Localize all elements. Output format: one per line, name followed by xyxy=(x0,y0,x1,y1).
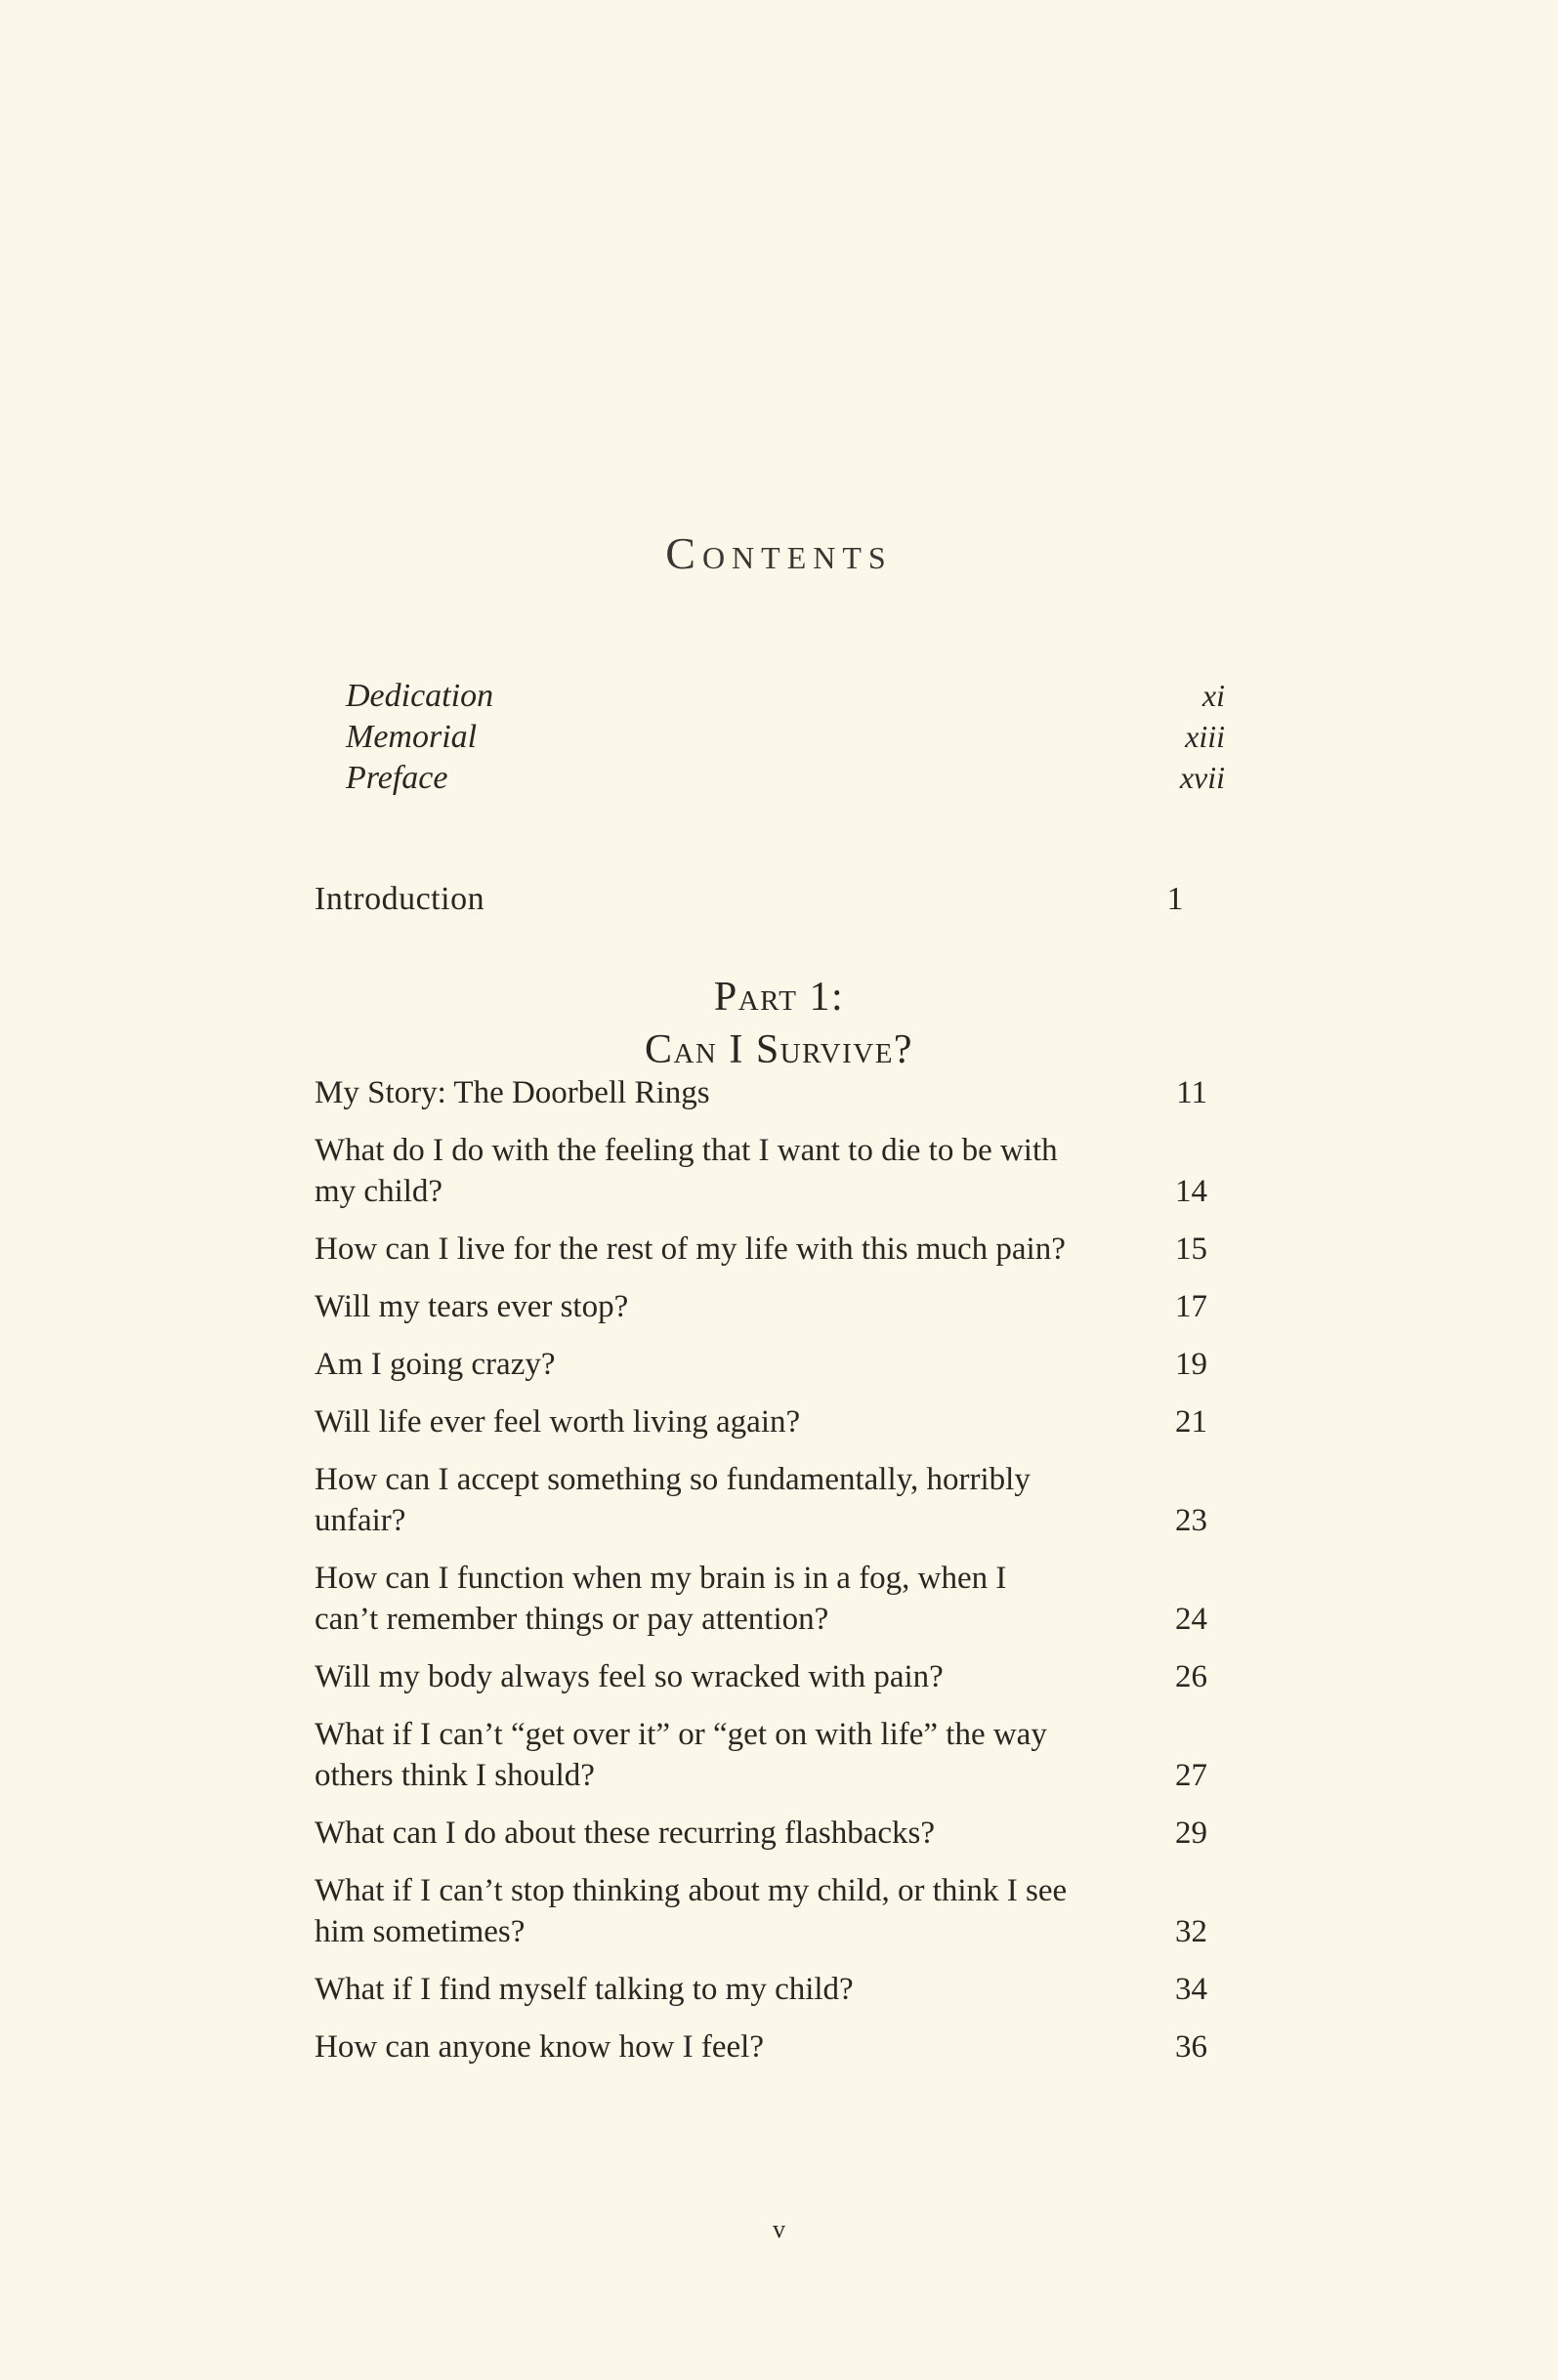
toc-entry-page: 11 xyxy=(1176,1075,1207,1110)
toc-entry-title: Am I going crazy? xyxy=(315,1347,556,1382)
page-title: Contents xyxy=(665,528,893,578)
toc-entry xyxy=(315,1813,1207,1854)
toc-entry xyxy=(315,1072,1207,1113)
toc-entry-label: Dedication xyxy=(346,678,494,714)
toc-entry-label: Memorial xyxy=(346,719,478,755)
toc-entry xyxy=(315,1130,1207,1212)
toc-entry-page: 21 xyxy=(1175,1404,1207,1440)
toc-entry-page: 19 xyxy=(1175,1347,1207,1382)
toc-entry-title: What do I do with the feeling that I want to die to be with my child? xyxy=(315,1133,1058,1209)
toc-entry-label: Introduction xyxy=(315,881,485,917)
toc-entry xyxy=(315,1714,1207,1796)
part-number: Part 1: xyxy=(713,975,845,1020)
toc-entry xyxy=(315,1558,1207,1640)
toc-entry-dedication xyxy=(346,678,1229,719)
toc-entry-page: 1 xyxy=(1166,881,1184,917)
toc-entry-title: How can I live for the rest of my life with this much pain? xyxy=(315,1232,1066,1267)
toc-entry-page: 24 xyxy=(1175,1602,1207,1637)
toc-entry-page: 23 xyxy=(1175,1503,1207,1538)
toc-entry-title: Will my tears ever stop? xyxy=(315,1289,629,1324)
toc-entry-page: xvii xyxy=(1179,760,1225,795)
toc-entry xyxy=(315,2026,1207,2067)
toc-entry-preface xyxy=(346,760,1229,801)
toc-entry-introduction xyxy=(315,881,1184,918)
toc-entry-label: Preface xyxy=(346,760,448,796)
toc-entry xyxy=(315,1870,1207,1952)
toc-entry-page: 36 xyxy=(1175,2029,1207,2065)
toc-entry-title: What if I can’t stop thinking about my child, or think I see him sometimes? xyxy=(315,1873,1068,1949)
toc-entry-title: Will life ever feel worth living again? xyxy=(315,1404,801,1440)
toc-entry-page: xi xyxy=(1201,678,1225,713)
toc-entry-title: How can I function when my brain is in a fog, when I can’t remember things or pay attention? xyxy=(315,1561,1007,1637)
toc-entry xyxy=(315,1969,1207,2010)
toc-entry xyxy=(315,1459,1207,1541)
toc-entry-title: What if I find myself talking to my child? xyxy=(315,1972,854,2007)
toc-entry xyxy=(315,1286,1207,1327)
toc-entry-title: How can I accept something so fundamentally, horribly unfair? xyxy=(315,1462,1031,1538)
toc-entry-title: What if I can’t “get over it” or “get on with life” the way others think I should? xyxy=(315,1717,1047,1793)
toc-entry xyxy=(315,1401,1207,1442)
toc-entry-page: 17 xyxy=(1175,1289,1207,1324)
toc-entry-memorial xyxy=(346,719,1229,760)
toc-entry-title: My Story: The Doorbell Rings xyxy=(315,1075,710,1110)
toc-entry-page: 34 xyxy=(1175,1972,1207,2007)
toc-entry xyxy=(315,1344,1207,1385)
toc-list xyxy=(315,1072,1207,2084)
page-number: v xyxy=(773,2215,785,2243)
toc-entry-title: What can I do about these recurring flashbacks? xyxy=(315,1816,935,1851)
toc-entry xyxy=(315,1229,1207,1270)
toc-entry-page: xiii xyxy=(1185,719,1225,754)
toc-entry-page: 26 xyxy=(1175,1659,1207,1694)
toc-entry xyxy=(315,1656,1207,1697)
toc-entry-page: 14 xyxy=(1175,1174,1207,1209)
front-matter-list xyxy=(346,678,1229,801)
toc-entry-page: 27 xyxy=(1175,1758,1207,1793)
part-title: Can I Survive? xyxy=(644,1027,914,1072)
toc-entry-title: How can anyone know how I feel? xyxy=(315,2029,765,2065)
toc-entry-page: 29 xyxy=(1175,1816,1207,1851)
part-heading xyxy=(0,971,1558,1076)
toc-entry-title: Will my body always feel so wracked with pain? xyxy=(315,1659,944,1694)
toc-entry-page: 15 xyxy=(1175,1232,1207,1267)
toc-entry-page: 32 xyxy=(1175,1914,1207,1949)
